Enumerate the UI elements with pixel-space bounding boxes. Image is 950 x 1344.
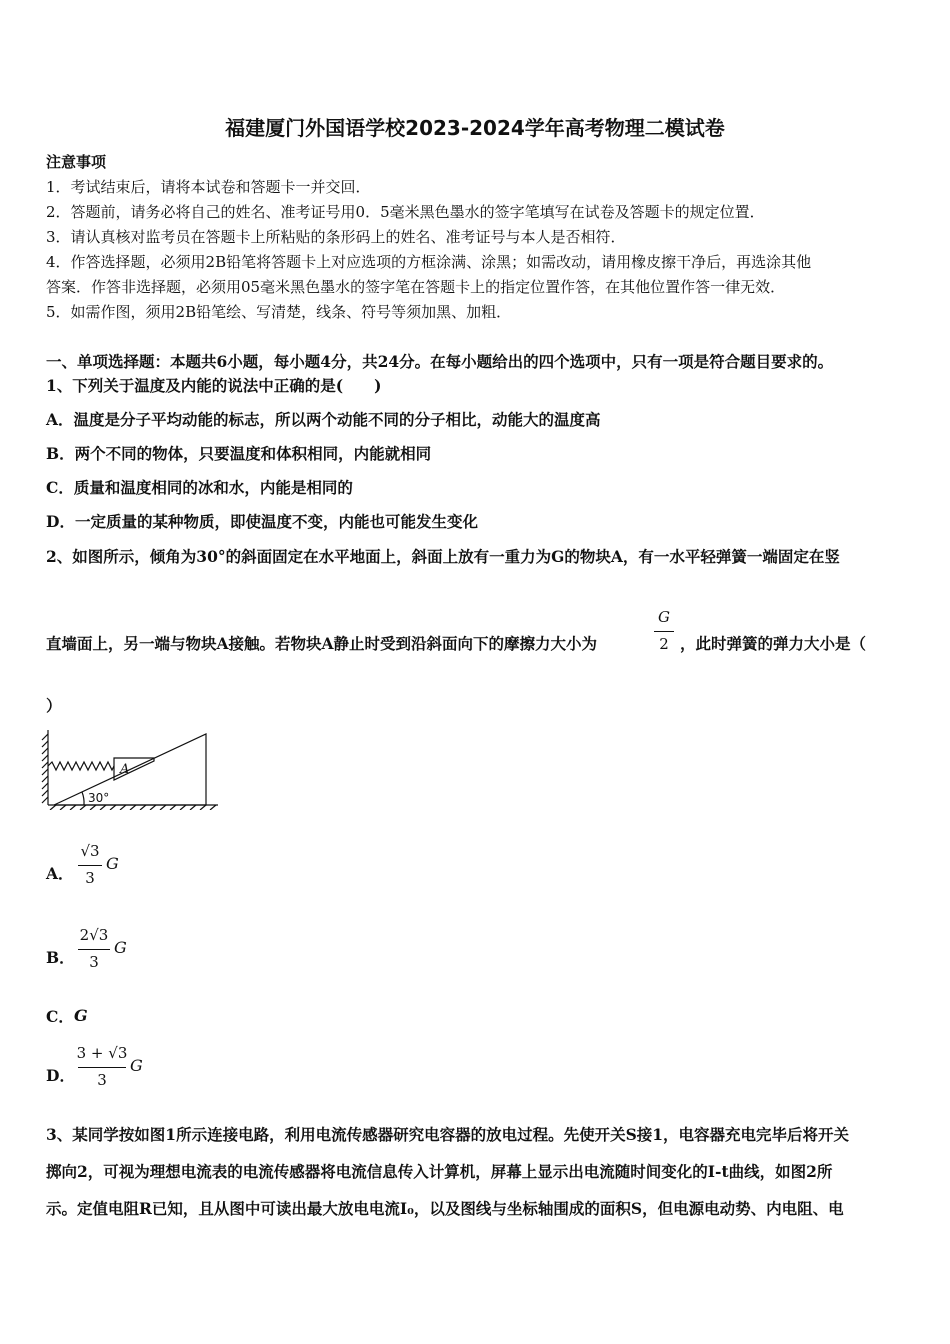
question-3-line: 3、某同学按如图1所示连接电路，利用电流传感器研究电容器的放电过程。先使开关S接1，电容器充电完毕后将开关 <box>46 1125 850 1144</box>
fraction-bar <box>78 1067 126 1068</box>
fraction-g-over-2 <box>650 608 678 656</box>
notice-item: 2．答题前，请务必将自己的姓名、准考证号用0．5毫米黑色墨水的签字笔填写在试卷及答题卡的规定位置． <box>46 203 765 221</box>
incline-triangle <box>54 734 206 805</box>
fraction-denominator: 3 <box>85 869 95 887</box>
fraction-denominator: 3 <box>97 1071 107 1089</box>
question-2-line1: 2、如图所示，倾角为30°的斜面固定在水平地面上，斜面上放有一重力为G的物块A，有一水平轻弹簧一端固定在竖 <box>46 547 840 566</box>
notice-item: 3．请认真核对监考员在答题卡上所粘贴的条形码上的姓名、准考证号与本人是否相符． <box>46 228 626 246</box>
fraction-numerator: 2√3 <box>79 926 109 944</box>
question-1-option-b: B．两个不同的物体，只要温度和体积相同，内能就相同 <box>46 444 432 463</box>
fraction-denominator: 3 <box>89 953 99 971</box>
question-3-line: 掷向2，可视为理想电流表的电流传感器将电流信息传入计算机，屏幕上显示出电流随时间变化的I-t曲线，如图2所 <box>46 1162 833 1181</box>
ground-hatch <box>50 805 216 810</box>
question-2-line2a: 直墙面上，另一端与物块A接触。若物块A静止时受到沿斜面向下的摩擦力大小为 <box>46 634 598 653</box>
page-title: 福建厦门外国语学校2023-2024学年高考物理二模试卷 <box>225 116 725 140</box>
angle-label: 30° <box>88 791 110 805</box>
notice-heading: 注意事项 <box>46 153 107 171</box>
notice-item: 答案．作答非选择题，必须用05毫米黑色墨水的签字笔在答题卡上的指定位置作答，在其他位置作答一律无效． <box>46 278 786 296</box>
question-1-option-d: D．一定质量的某种物质，即使温度不变，内能也可能发生变化 <box>46 512 478 531</box>
fraction-bar <box>78 949 110 950</box>
question-1-option-a: A．温度是分子平均动能的标志，所以两个动能不同的分子相比，动能大的温度高 <box>46 410 601 429</box>
section-heading: 一、单项选择题：本题共6小题，每小题4分，共24分。在每小题给出的四个选项中，只有一项是符合题目要求的。 <box>46 352 834 371</box>
question-2-option-b-label: B． <box>46 948 75 967</box>
notice-item: 1．考试结束后，请将本试卷和答题卡一并交回． <box>46 178 371 196</box>
question-2-line3: ） <box>46 696 62 715</box>
question-2-option-a-label: A． <box>46 864 74 883</box>
fraction-numerator: 3 + √3 <box>76 1044 128 1062</box>
incline-spring-figure <box>40 728 220 810</box>
question-1-option-c: C．质量和温度相同的冰和水，内能是相同的 <box>46 478 353 497</box>
block-label: A <box>120 762 130 777</box>
notice-item: 5．如需作图，须用2B铅笔绘、写清楚，线条、符号等须加黑、加粗． <box>46 303 512 321</box>
fraction-numerator: G <box>658 608 670 626</box>
question-2-line2b: ，此时弹簧的弹力大小是（ <box>680 634 867 653</box>
wall-hatch <box>42 734 48 803</box>
question-2-option-d-label: D． <box>46 1066 75 1085</box>
fraction-denominator: 2 <box>659 635 669 653</box>
option-d-suffix: G <box>130 1056 143 1075</box>
fraction-numerator: √3 <box>80 842 100 860</box>
option-d-fraction <box>76 1044 128 1092</box>
option-c-value: G <box>74 1006 88 1025</box>
question-3-line: 示。定值电阻R已知，且从图中可读出最大放电电流I₀，以及图线与坐标轴围成的面积S，但电源电动势、内电阻、电 <box>46 1199 844 1218</box>
option-b-suffix: G <box>114 938 127 957</box>
fraction-bar <box>654 631 674 632</box>
option-a-suffix: G <box>106 854 119 873</box>
question-1-stem: 1、下列关于温度及内能的说法中正确的是( ) <box>46 376 382 395</box>
option-a-fraction <box>76 842 104 890</box>
option-b-fraction <box>76 926 112 974</box>
question-2-option-c-label: C． <box>46 1007 74 1026</box>
fraction-bar <box>78 865 102 866</box>
notice-item: 4．作答选择题，必须用2B铅笔将答题卡上对应选项的方框涂满、涂黑；如需改动，请用橡皮擦干净后，再选涂其他 <box>46 253 812 271</box>
spring <box>48 762 114 770</box>
angle-arc <box>82 792 84 805</box>
